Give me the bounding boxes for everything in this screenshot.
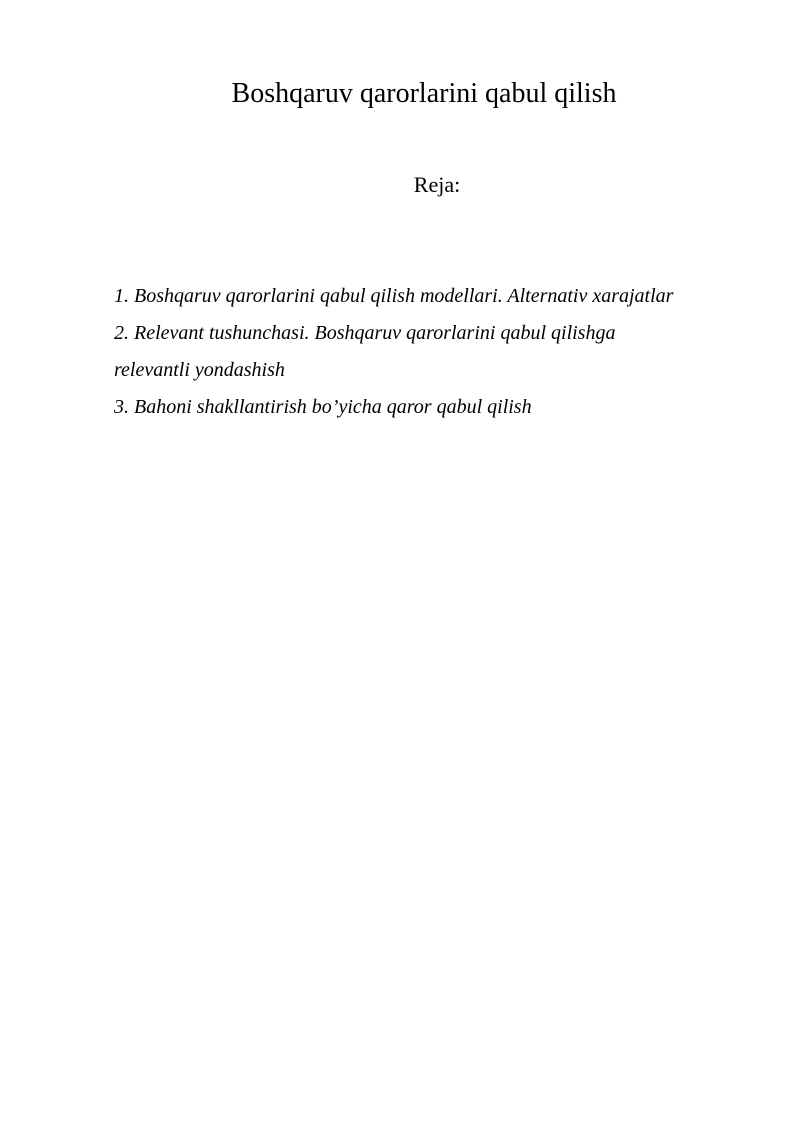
plan-item-2-continuation: relevantli yondashish — [114, 359, 285, 381]
plan-item-2: 2. Relevant tushunchasi. Boshqaruv qarorlarini qabul qilishga — [114, 322, 616, 344]
plan-item-3: 3. Bahoni shakllantirish bo’yicha qaror qabul qilish — [114, 396, 532, 418]
document-title: Boshqaruv qarorlarini qabul qilish — [231, 78, 617, 109]
plan-list — [114, 278, 754, 426]
plan-item-1: 1. Boshqaruv qarorlarini qabul qilish modellari. Alternativ xarajatlar — [114, 285, 674, 307]
plan-heading: Reja: — [413, 172, 461, 197]
